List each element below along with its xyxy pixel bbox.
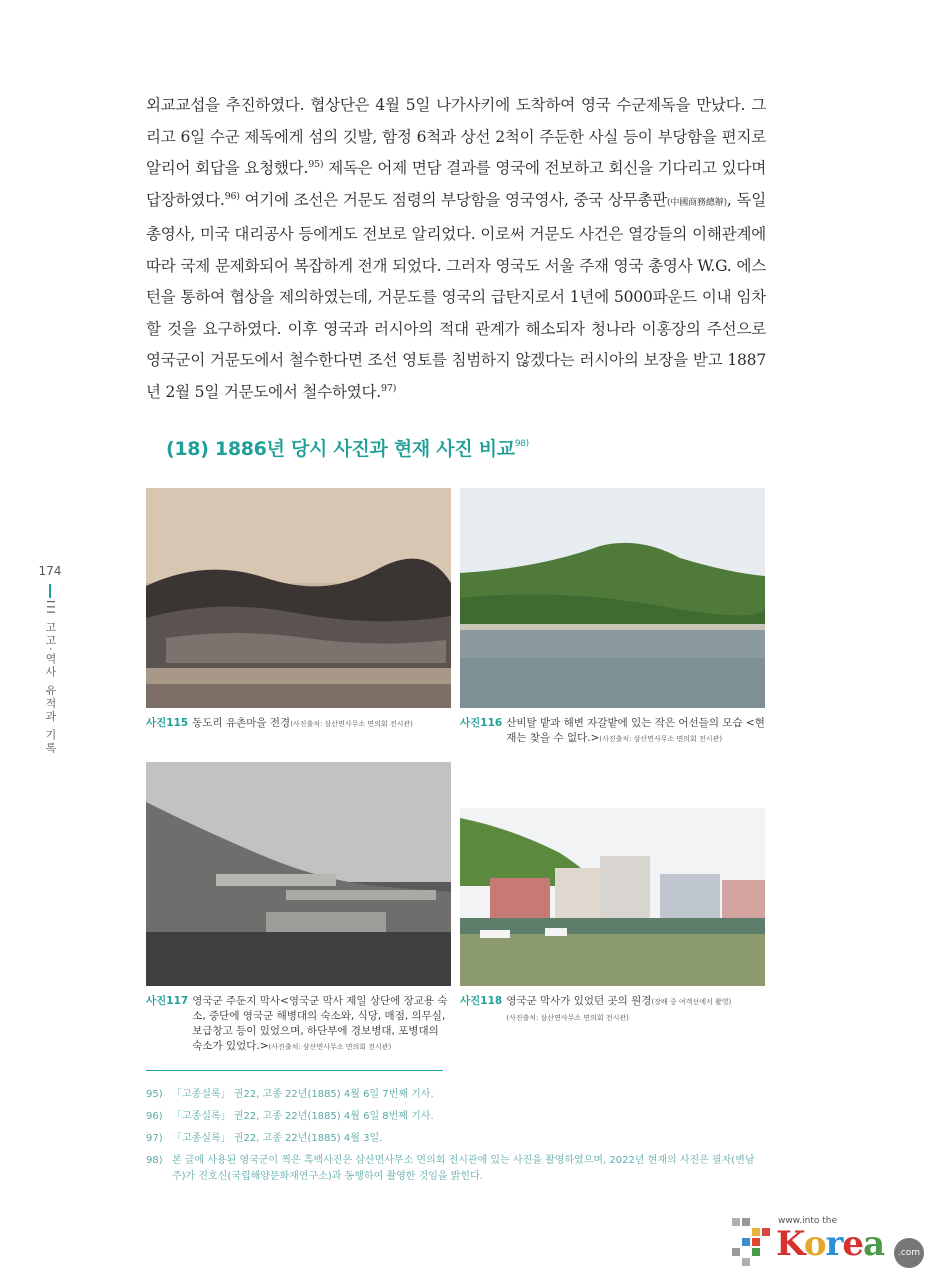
photo-118-caption — [460, 994, 765, 1026]
caption-text: 동도리 유촌마을 전경 — [192, 717, 291, 729]
caption-source: (사진출처: 삼산면사무소 면의회 전시관) — [290, 720, 413, 728]
photo-117-image — [146, 762, 451, 986]
section-title — [166, 434, 529, 461]
page-number: 174 — [38, 564, 62, 578]
footnote-number: 96) — [146, 1111, 163, 1122]
caption-text: 산비탈 밭과 해변 자갈밭에 있는 작은 어선들의 모습 <현재는 찾을 수 없다.> — [506, 717, 765, 744]
photo-118 — [460, 808, 765, 986]
chapter-label: III 고고·역사 유적과 기록 — [44, 600, 57, 755]
caption-number: 사진116 — [460, 717, 503, 729]
footnote-text: 「고종실록」 권22, 고종 22년(1885) 4월 3일. — [172, 1133, 383, 1144]
footnote-number: 95) — [146, 1089, 163, 1100]
footnote-item — [146, 1150, 766, 1185]
text-run: 제독은 어제 면담 결과를 영국에 전보하고 회신을 기다리고 있다며 답장하였다. — [146, 159, 766, 209]
caption-number: 사진118 — [460, 995, 503, 1007]
caption-source: (사진출처: 삼산면사무소 면의회 전시관) — [268, 1043, 392, 1051]
footnote-item — [146, 1106, 766, 1128]
caption-number: 사진117 — [146, 995, 189, 1007]
caption-number: 사진115 — [146, 717, 189, 729]
hanja-note: (中國商務總辦) — [667, 197, 727, 208]
section-title-text: (18) 1886년 당시 사진과 현재 사진 비교 — [166, 438, 515, 460]
logo-www-text: www.into the — [778, 1216, 837, 1226]
photo-115 — [146, 488, 451, 708]
caption-source: (사진출처: 삼산면사무소 면의회 전시관) — [506, 1014, 629, 1022]
text-run: , 독일 총영사, 미국 대리공사 등에게도 전보로 알리었다. 이로써 거문도 사건은 열강들의 이해관계에 따라 국제 문제화되어 복잡하게 전개 되었다. 그러자 영국도 서울 주재 영국 총영사 W.G. 에스턴을 통하여 협상을 제의하였는데, 거문도를 영국의 급탄지로서 1년에 5000파운드 이내 임차할 것을 요구하였다. 이후 영국과 러시아의 적대 관계가 해소되자 청나라 이홍장의 주선으로 영국군이 거문도에서 철수한다면 조선 영토를 침범하지 않겠다는 러시아의 보장을 받고 1887년 2월 5일 거문도에서 철수하였다. — [146, 190, 766, 401]
caption-source: (사진출처: 삼산면사무소 면의회 전시관) — [599, 735, 723, 743]
side-divider — [49, 584, 51, 598]
photo-118-image — [460, 808, 765, 986]
footnote-text: 「고종실록」 권22, 고종 22년(1885) 4월 6일 8번째 기사. — [172, 1111, 434, 1122]
photo-116 — [460, 488, 765, 708]
footnote-ref-97[interactable]: 97) — [381, 382, 397, 394]
footnote-number: 97) — [146, 1133, 163, 1144]
footnote-text: 본 글에 사용된 영국군이 찍은 흑백사진은 삼산면사무소 면의회 전시관에 있는 사진을 촬영하였으며, 2022년 현재의 사진은 필자(변남주)가 진호신(국립해양문화재연구소)과 동행하여 촬영한 것임을 밝힌다. — [172, 1155, 755, 1182]
footnotes — [146, 1084, 766, 1185]
caption-text: 영국군 주둔지 막사<영국군 막사 제일 상단에 장교용 숙소, 중단에 영국군 해병대의 숙소와, 식당, 매점, 의무실, 보급창고 등이 있었으며, 하단부에 경보병대, 포병대의 숙소가 있었다.> — [192, 995, 448, 1052]
footnote-item — [146, 1128, 766, 1150]
footnote-ref-95[interactable]: 95) — [308, 159, 324, 170]
text-run: 외교교섭을 추진하였다. 협상단은 4월 5일 나가사키에 도착하여 영국 수군제독을 만났다. 그리고 6일 수군 제독에게 섬의 깃발, 함정 6척과 상선 2척이 주둔한 사실 등이 부당함을 편지로알리어 회답을 요청했다. — [146, 96, 766, 177]
caption-note: (장배 중 여객선에서 촬영) — [651, 998, 732, 1006]
watermark-logo — [730, 1210, 926, 1274]
caption-text: 영국군 막사가 있었던 곳의 원경 — [506, 995, 652, 1007]
photo-115-image — [146, 488, 451, 708]
footnote-number: 98) — [146, 1155, 163, 1166]
photo-117 — [146, 762, 451, 986]
body-paragraph — [146, 90, 766, 408]
footnote-text: 「고종실록」 권22, 고종 22년(1885) 4월 6일 7번째 기사. — [172, 1089, 434, 1100]
logo-pixel-icon — [730, 1214, 774, 1274]
footnote-item — [146, 1084, 766, 1106]
text-run: 여기에 조선은 거문도 점령의 부당함을 영국영사, 중국 상무총판 — [239, 190, 667, 209]
logo-brand: Korea — [776, 1224, 885, 1264]
photo-116-image — [460, 488, 765, 708]
footnote-ref-96[interactable]: 96) — [224, 190, 240, 202]
body-text — [146, 90, 766, 408]
footnote-divider — [146, 1070, 443, 1071]
footnote-ref-98[interactable]: 98) — [514, 439, 529, 449]
photo-117-caption — [146, 994, 451, 1055]
photo-116-caption — [460, 716, 765, 747]
photo-115-caption — [146, 716, 451, 732]
logo-dotcom-badge: .com — [894, 1238, 924, 1268]
